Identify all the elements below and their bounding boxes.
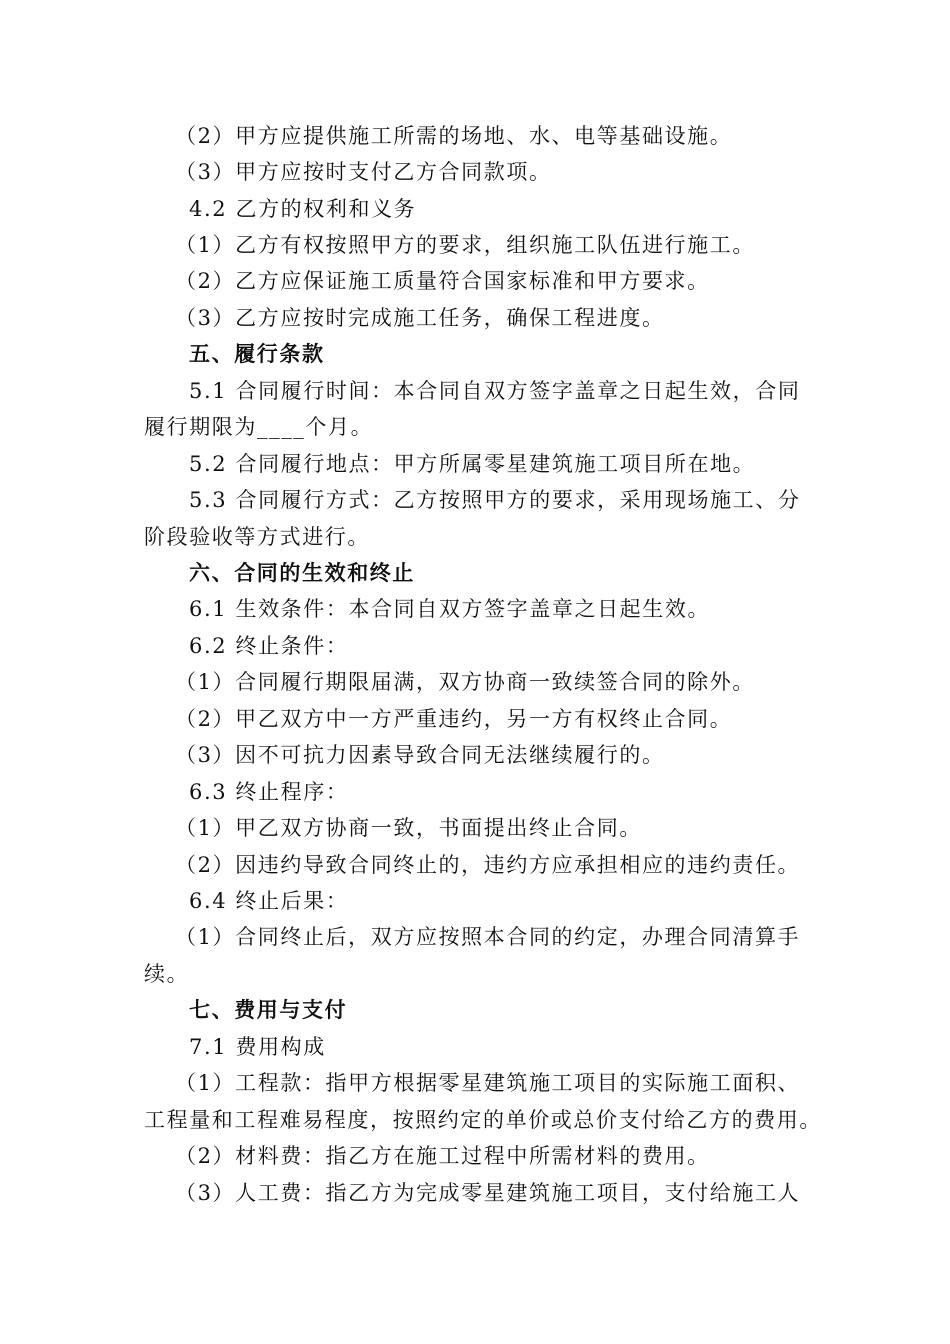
paragraph-line: 6.3 终止程序： xyxy=(189,780,349,804)
paragraph-line: 6.4 终止后果： xyxy=(189,889,349,913)
paragraph-line: （3）甲方应按时支付乙方合同款项。 xyxy=(175,160,552,184)
paragraph-line: （2）乙方应保证施工质量符合国家标准和甲方要求。 xyxy=(175,269,710,293)
paragraph-line: （3）乙方应按时完成施工任务，确保工程进度。 xyxy=(175,306,665,330)
paragraph-line: 6.2 终止条件： xyxy=(189,634,349,658)
paragraph-line: （2）因违约导致合同终止的，违约方应承担相应的违约责任。 xyxy=(175,853,801,877)
paragraph-line: （1）合同终止后，双方应按照本合同的约定，办理合同清算手 xyxy=(175,925,801,949)
chapter-heading-5: 五、履行条款 xyxy=(189,342,325,366)
paragraph-line: 工程量和工程难易程度，按照约定的单价或总价支付给乙方的费用。 xyxy=(144,1108,822,1132)
paragraph-line: （1）乙方有权按照甲方的要求，组织施工队伍进行施工。 xyxy=(175,233,755,257)
paragraph-line: （2）甲方应提供施工所需的场地、水、电等基础设施。 xyxy=(175,124,733,148)
paragraph-line: （2）材料费：指乙方在施工过程中所需材料的费用。 xyxy=(175,1144,710,1168)
paragraph-line: 阶段验收等方式进行。 xyxy=(144,525,370,549)
paragraph-line: （3）人工费：指乙方为完成零星建筑施工项目，支付给施工人 xyxy=(175,1181,801,1205)
paragraph-line: （3）因不可抗力因素导致合同无法继续履行的。 xyxy=(175,743,665,767)
paragraph-line: （2）甲乙双方中一方严重违约，另一方有权终止合同。 xyxy=(175,707,733,731)
paragraph-line: 5.3 合同履行方式：乙方按照甲方的要求，采用现场施工、分 xyxy=(189,488,801,512)
paragraph-line: 6.1 生效条件：本合同自双方签字盖章之日起生效。 xyxy=(189,597,711,621)
section-heading-7-1: 7.1 费用构成 xyxy=(189,1035,326,1059)
paragraph-line: 5.1 合同履行时间：本合同自双方签字盖章之日起生效，合同 xyxy=(189,379,801,403)
paragraph-line: 5.2 合同履行地点：甲方所属零星建筑施工项目所在地。 xyxy=(189,452,756,476)
section-heading-4-2: 4.2 乙方的权利和义务 xyxy=(189,197,417,221)
paragraph-line: 履行期限为____个月。 xyxy=(144,415,374,439)
paragraph-line: 续。 xyxy=(144,962,190,986)
chapter-heading-7: 七、费用与支付 xyxy=(189,998,348,1022)
paragraph-line: （1）合同履行期限届满，双方协商一致续签合同的除外。 xyxy=(175,670,755,694)
paragraph-line: （1）甲乙双方协商一致，书面提出终止合同。 xyxy=(175,816,642,840)
chapter-heading-6: 六、合同的生效和终止 xyxy=(189,561,415,585)
paragraph-line: （1）工程款：指甲方根据零星建筑施工项目的实际施工面积、 xyxy=(175,1071,801,1095)
